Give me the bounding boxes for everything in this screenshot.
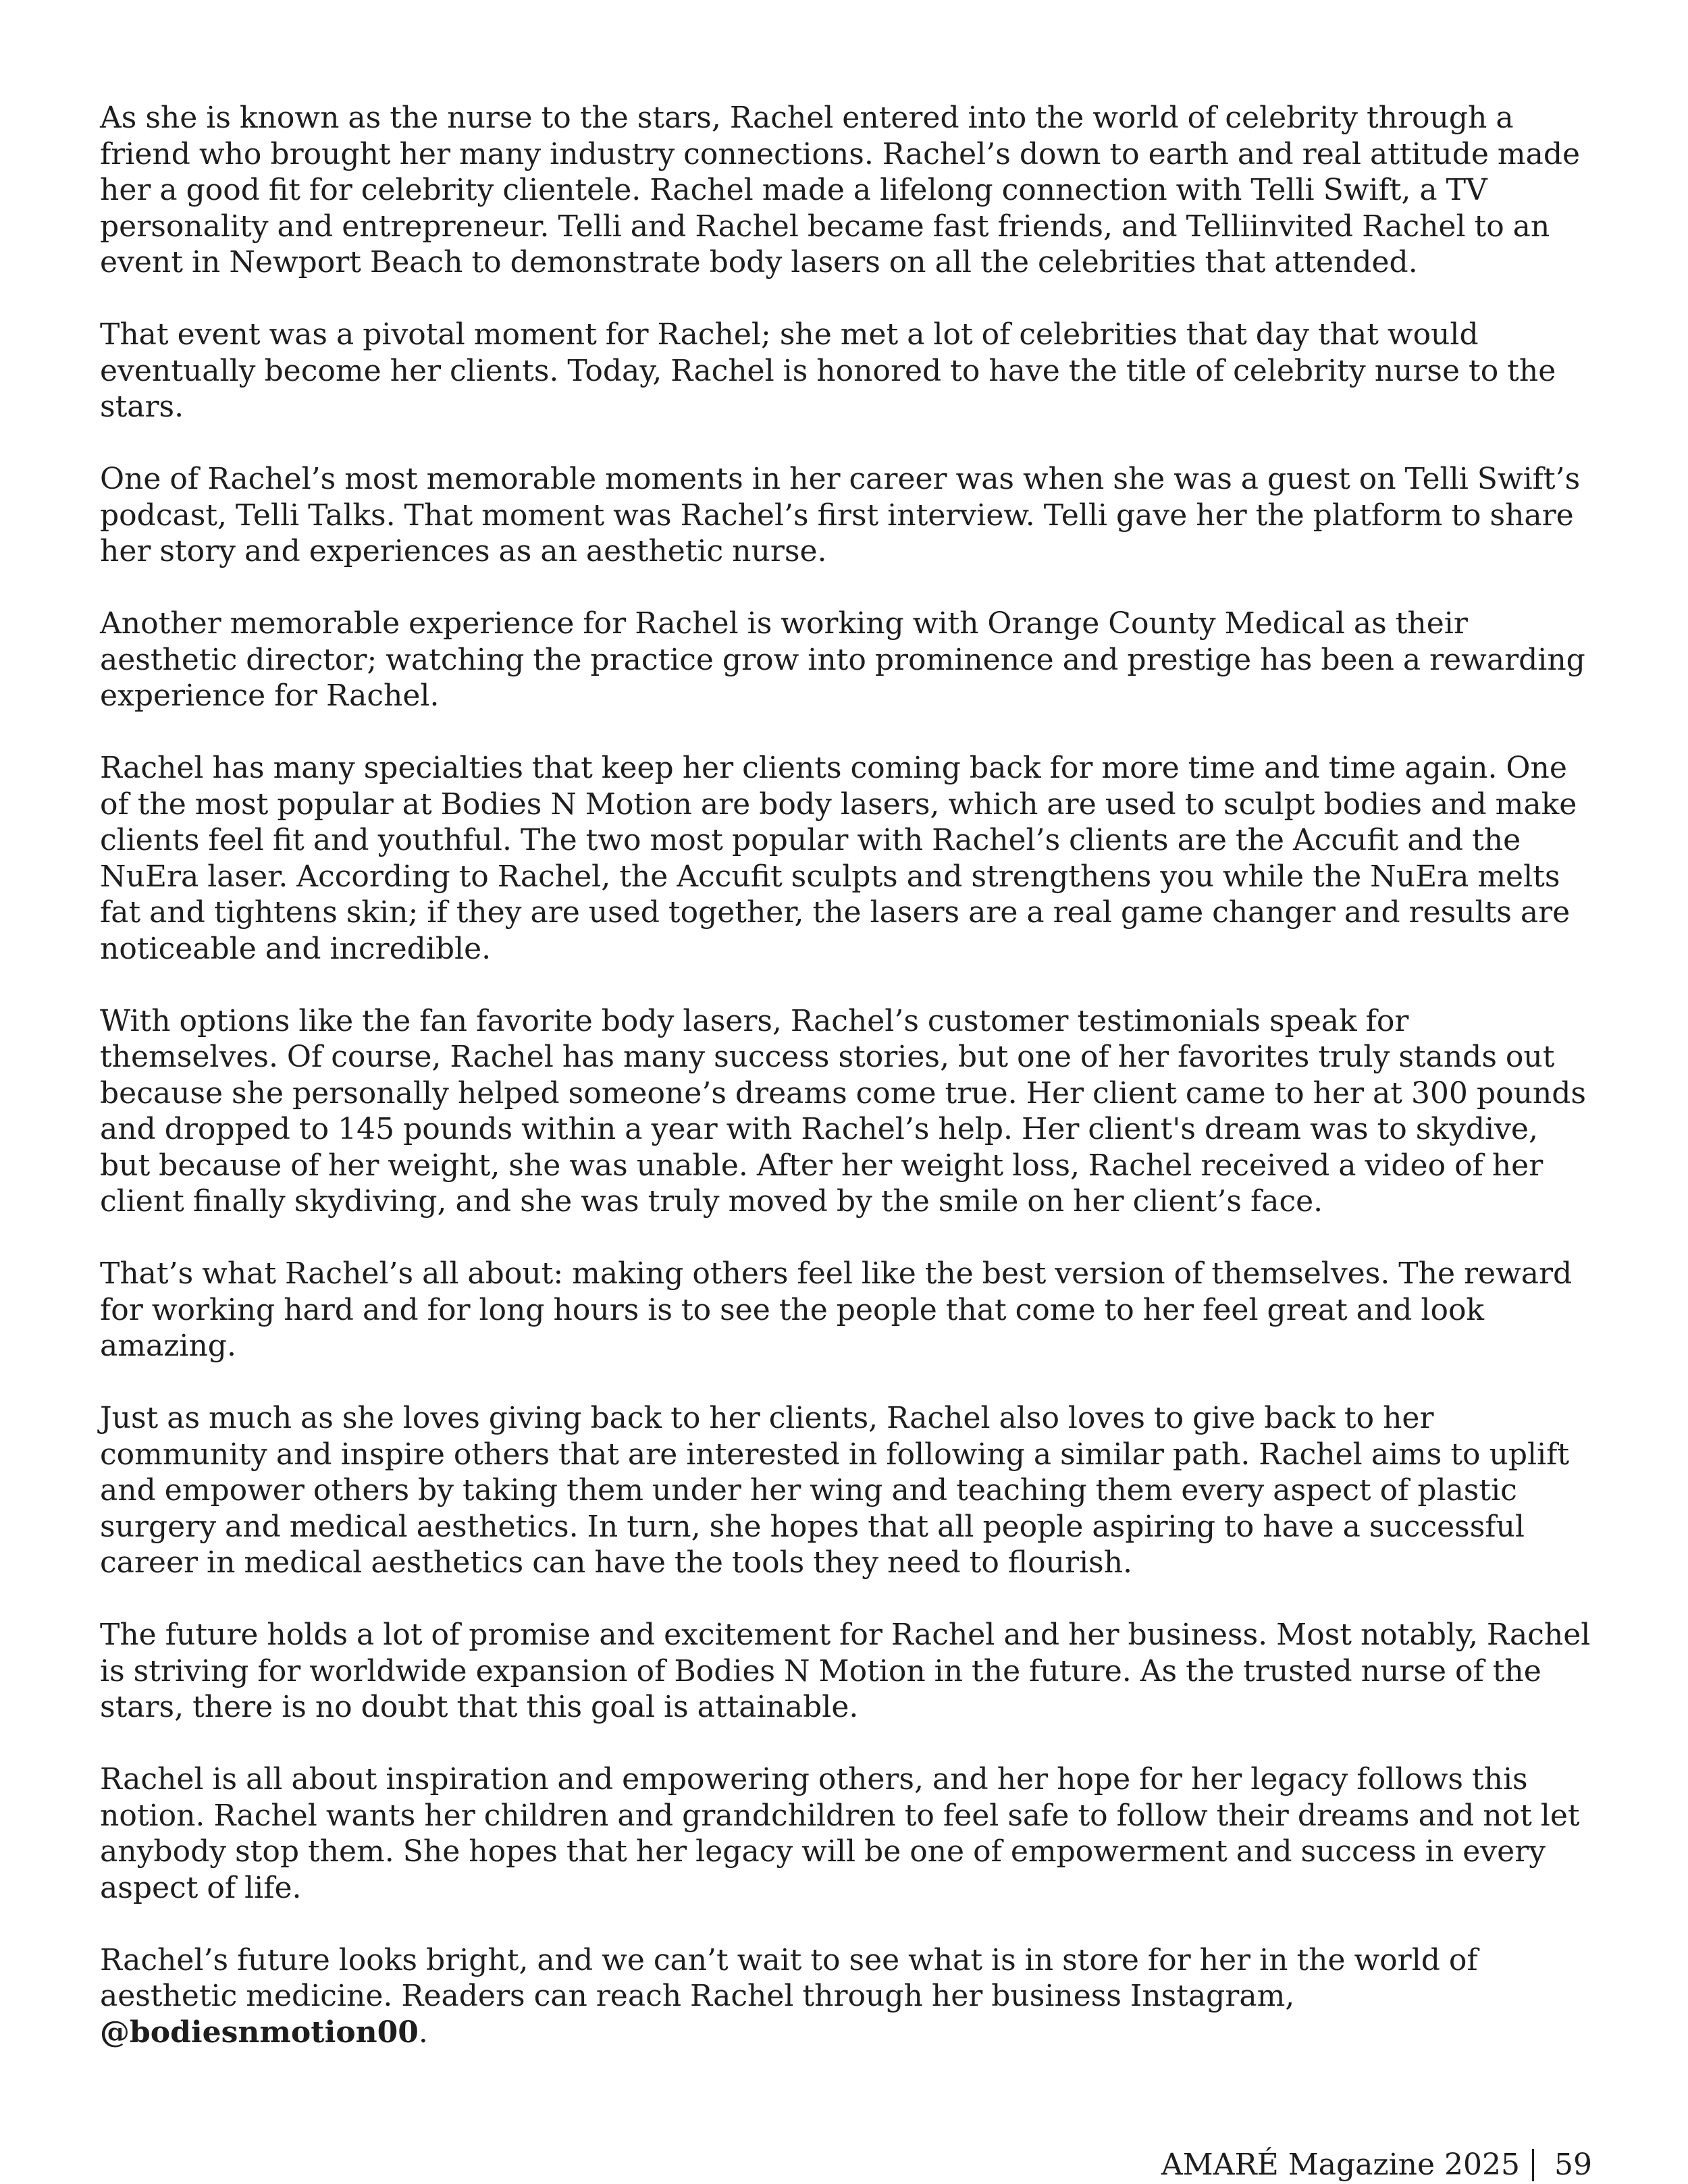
article-body: [100, 100, 1592, 2050]
article-paragraph: With options like the fan favorite body lasers, Rachel’s customer testimonials speak for themselves. Of course, Rachel has many success stories, but one of her favorites truly stands out because she personally helped someone’s dreams come true. Her client came to her at 300 pounds and dropped to 145 pounds within a year with Rachel’s help. Her client's dream was to skydive, but because of her weight, she was unable. After her weight loss, Rachel received a video of her client finally skydiving, and she was truly moved by the smile on her client’s face.: [100, 1003, 1586, 1219]
article-paragraph: As she is known as the nurse to the stars, Rachel entered into the world of celebrity through a friend who brought her many industry connections. Rachel’s down to earth and real attitude made her a good fit for celebrity clientele. Rachel made a lifelong connection with Telli Swift, a TV personality and entrepreneur. Telli and Rachel became fast friends, and Telliinvited Rachel to an event in Newport Beach to demonstrate body lasers on all the celebrities that attended.: [100, 101, 1581, 279]
article-paragraph: Rachel is all about inspiration and empowering others, and her hope for her legacy follows this notion. Rachel wants her children and grandchildren to feel safe to follow their dreams and not let anybody stop them. She hopes that her legacy will be one of empowerment and success in every aspect of life.: [100, 1762, 1580, 1905]
article-paragraph: One of Rachel’s most memorable moments in her career was when she was a guest on Telli Swift’s podcast, Telli Talks. That moment was Rachel’s first interview. Telli gave her the platform to share her story and experiences as an aesthetic nurse.: [100, 462, 1581, 568]
closing-text: Rachel’s future looks bright, and we can’t wait to see what is in store for her in the world of aesthetic medicine. Readers can reach Rachel through her business Instagram,: [100, 1942, 1478, 2013]
article-paragraph: Another memorable experience for Rachel is working with Orange County Medical as their aesthetic director; watching the practice grow into prominence and prestige has been a rewarding experience for Rachel.: [100, 606, 1585, 713]
page-footer: [1161, 2147, 1592, 2183]
article-paragraph: Rachel has many specialties that keep her clients coming back for more time and time again. One of the most popular at Bodies N Motion are body lasers, which are used to sculpt bodies and make clients feel fit and youthful. The two most popular with Rachel’s clients are the Accufit and the NuEra laser. According to Rachel, the Accufit sculpts and strengthens you while the NuEra melts fat and tightens skin; if they are used together, the lasers are a real game changer and results are noticeable and incredible.: [100, 751, 1577, 966]
article-paragraph: That event was a pivotal moment for Rachel; she met a lot of celebrities that day that would eventually become her clients. Today, Rachel is honored to have the title of celebrity nurse to the stars.: [100, 317, 1556, 424]
instagram-handle[interactable]: @bodiesnmotion00: [100, 2015, 419, 2050]
closing-paragraph: [100, 1942, 1592, 2051]
article-paragraph: That’s what Rachel’s all about: making others feel like the best version of themselves. The reward for working hard and for long hours is to see the people that come to her feel great and look amazing.: [100, 1256, 1573, 1363]
page-number: 59: [1554, 2148, 1592, 2182]
closing-end: .: [418, 2015, 428, 2050]
footer-divider: [1532, 2149, 1534, 2181]
article-paragraph: Just as much as she loves giving back to her clients, Rachel also loves to give back to her community and inspire others that are interested in following a similar path. Rachel aims to uplift and empower others by taking them under her wing and teaching them every aspect of plastic surgery and medical aesthetics. In turn, she hopes that all people aspiring to have a successful career in medical aesthetics can have the tools they need to flourish.: [100, 1401, 1570, 1580]
magazine-name: AMARÉ Magazine 2025: [1161, 2148, 1520, 2182]
article-paragraph: The future holds a lot of promise and excitement for Rachel and her business. Most notably, Rachel is striving for worldwide expansion of Bodies N Motion in the future. As the trusted nurse of the stars, there is no doubt that this goal is attainable.: [100, 1618, 1591, 1724]
